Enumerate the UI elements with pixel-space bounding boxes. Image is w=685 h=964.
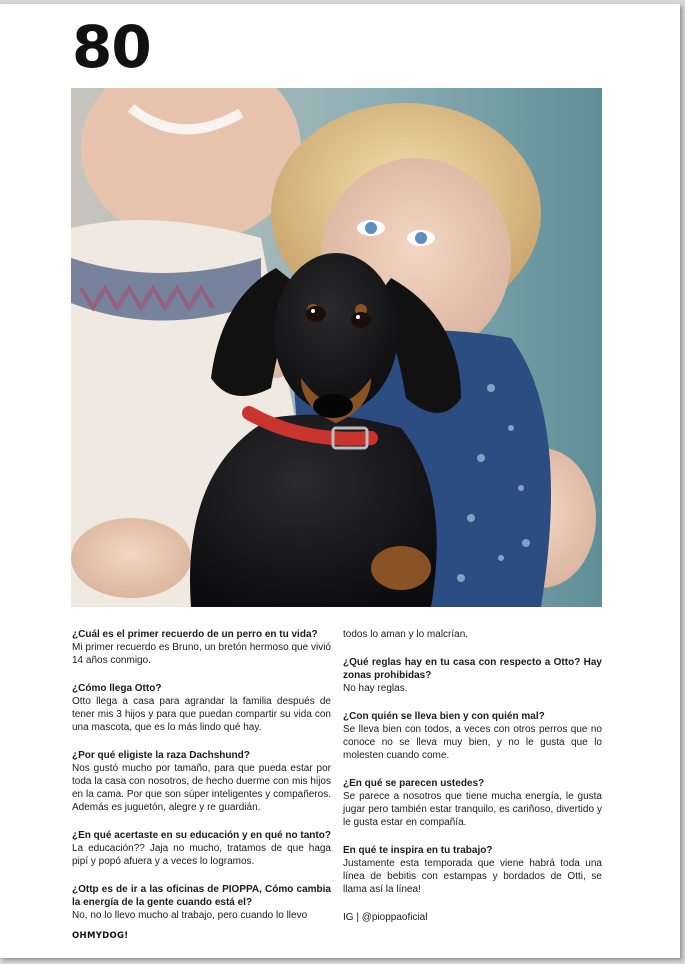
qa-item <box>72 749 331 814</box>
magazine-page <box>0 4 680 958</box>
question: ¿Ottp es de ir a las oficinas de PIOPPA, Cómo cambia la energía de la gente cuando está el? <box>72 884 331 908</box>
answer: Mi primer recuerdo es Bruno, un bretón hermoso que vivió 14 años conmigo. <box>72 642 331 666</box>
answer: Nos gustó mucho por tamaño, para que pueda estar por toda la casa con nosotros, de hecho duerme con mis hijos en la cama. Por que son súper inteligentes y compañeros. Además es juguetón, alegre y re guardián. <box>72 763 331 813</box>
qa-item <box>343 710 602 762</box>
answer: No, no lo llevo mucho al trabajo, pero cuando lo llevo <box>72 910 308 921</box>
question: ¿Con quién se lleva bien y con quién mal? <box>343 711 545 722</box>
answer: Otto llega a casa para agrandar la familia después de tener mis 3 hijos y para que puedan compartir su vida con una mascota, que es lo más lindo qué hay. <box>72 696 331 733</box>
qa-continuation <box>343 628 602 641</box>
answer: No hay reglas. <box>343 683 408 694</box>
qa-item <box>72 628 331 667</box>
qa-item <box>343 844 602 896</box>
page-number: 80 <box>72 13 151 81</box>
question: ¿Qué reglas hay en tu casa con respecto a Otto? Hay zonas prohibidas? <box>343 657 602 681</box>
qa-item <box>72 829 331 868</box>
answer: La educación?? Jaja no mucho, tratamos de que haga pipí y popó afuera y a veces lo logramos. <box>72 843 331 867</box>
qa-item <box>343 656 602 695</box>
qa-item <box>343 777 602 829</box>
question: ¿Cómo llega Otto? <box>72 683 162 694</box>
question: En qué te inspira en tu trabajo? <box>343 845 493 856</box>
qa-item <box>72 682 331 734</box>
question: ¿En qué acertaste en su educación y en qué no tanto? <box>72 830 331 841</box>
answer: Se parece a nosotros que tiene mucha energía, le gusta jugar pero también estar tranquilo, es cariñoso, divertido y le gusta estar en compañía. <box>343 791 602 828</box>
instagram-handle: IG | @pioppaoficial <box>343 912 428 923</box>
question: ¿Cuál es el primer recuerdo de un perro en tu vida? <box>72 629 318 640</box>
left-column <box>72 628 331 937</box>
answer-continuation: todos lo aman y lo malcrían. <box>343 629 469 640</box>
answer: Se lleva bien con todos, a veces con otros perros que no conoce no se lleva muy bien, y no le gusta que lo molesten cuando come. <box>343 724 602 761</box>
question: ¿En qué se parecen ustedes? <box>343 778 485 789</box>
answer: Justamente esta temporada que viene habrá toda una línea de bebitis con estampas y bordados de Otti, se llama así la línea! <box>343 858 602 895</box>
photo-woman-child-dachshund-icon <box>71 88 602 607</box>
brand-logo: OHMYDOG! <box>72 931 129 941</box>
right-column <box>343 628 602 924</box>
main-photo <box>71 88 602 607</box>
question: ¿Por qué eligiste la raza Dachshund? <box>72 750 250 761</box>
qa-item <box>72 883 331 922</box>
